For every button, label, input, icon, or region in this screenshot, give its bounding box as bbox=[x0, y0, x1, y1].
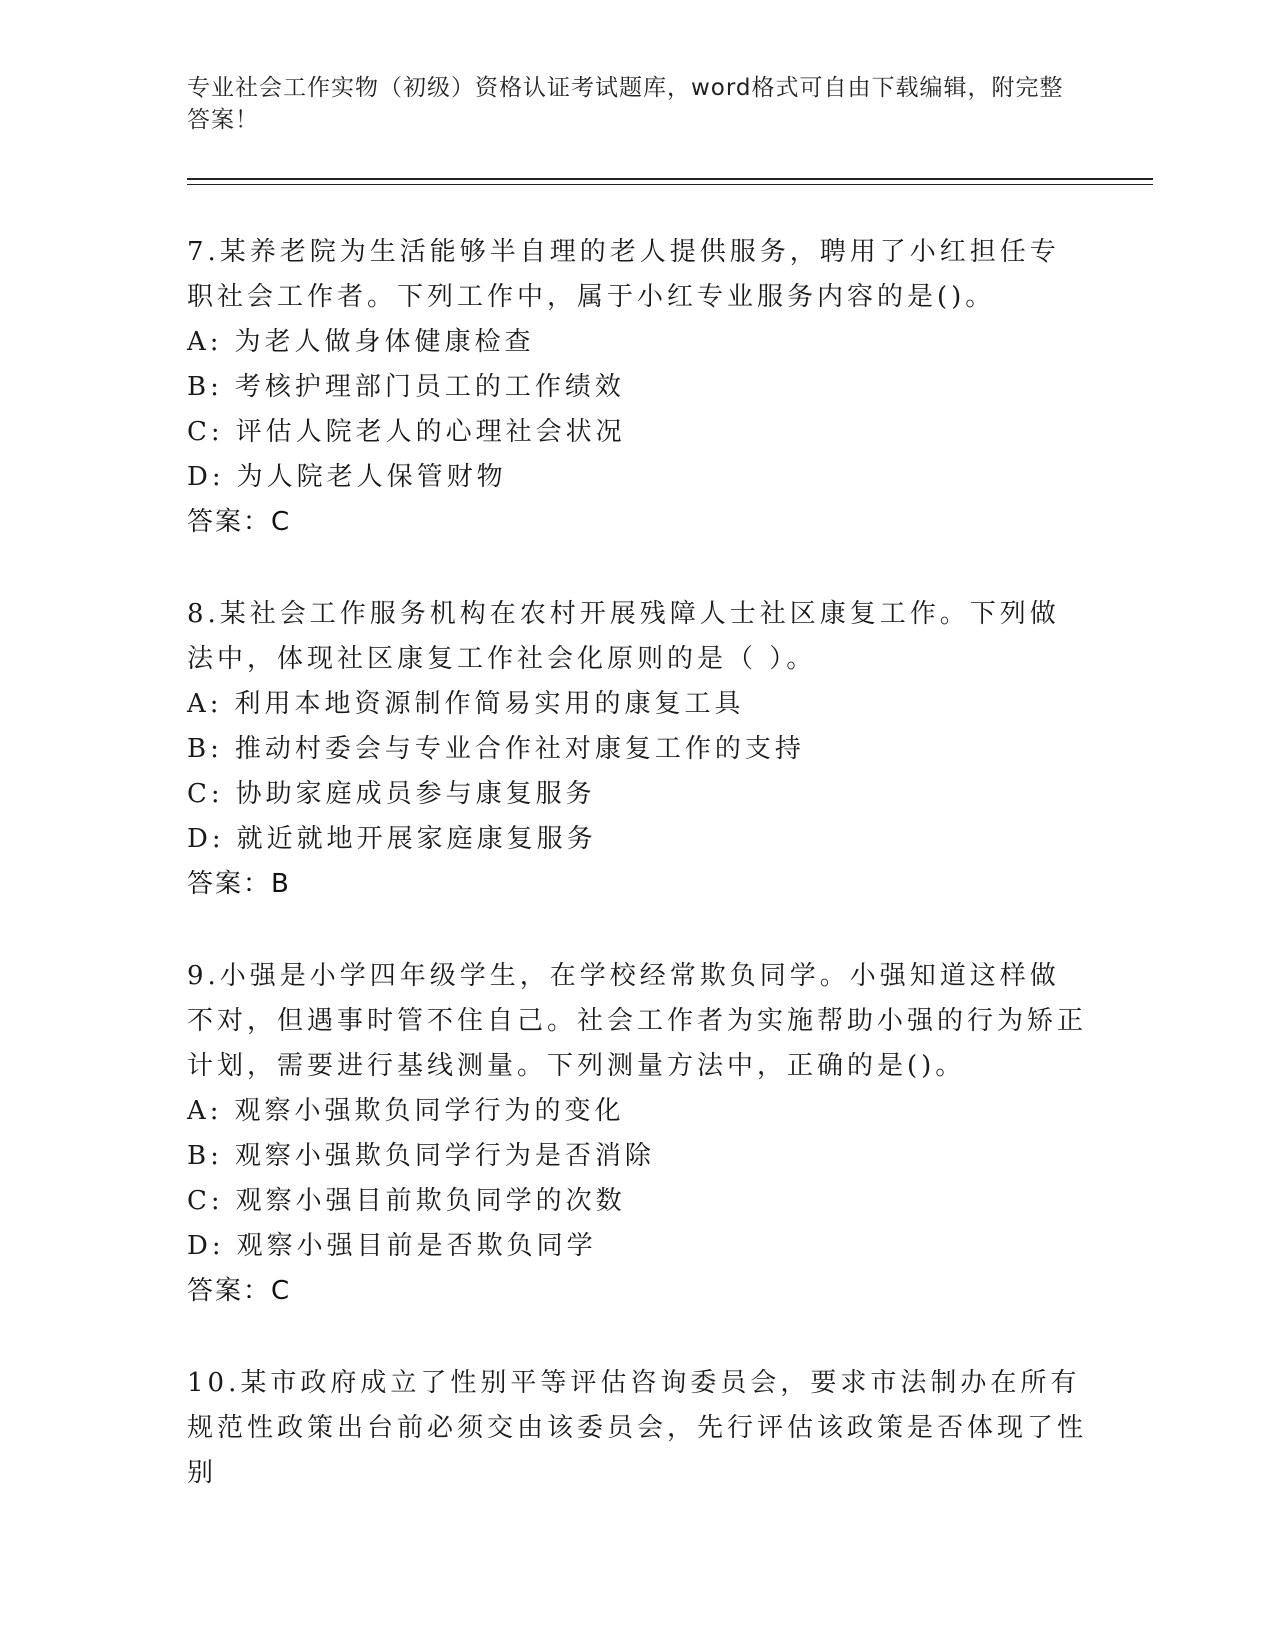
option-text: 观察小强欺负同学行为是否消除 bbox=[234, 1141, 655, 1171]
option-letter: D: bbox=[187, 1231, 225, 1261]
option-letter: A: bbox=[187, 1096, 223, 1126]
question-9 bbox=[187, 954, 1087, 1314]
option-text: 为人院老人保管财物 bbox=[236, 462, 507, 492]
answer-label: 答案： bbox=[187, 869, 272, 899]
option-text: 观察小强目前欺负同学的次数 bbox=[235, 1186, 626, 1216]
question-stem: 9.小强是小学四年级学生，在学校经常欺负同学。小强知道这样做不对，但遇事时管不住自己。社会工作者为实施帮助小强的行为矫正计划，需要进行基线测量。下列测量方法中，正确的是()。 bbox=[187, 961, 1088, 1081]
answer-value: B bbox=[271, 869, 291, 899]
option-text: 为老人做身体健康检查 bbox=[234, 327, 535, 357]
option-letter: D: bbox=[187, 824, 225, 854]
option-text: 就近就地开展家庭康复服务 bbox=[236, 824, 597, 854]
answer-line bbox=[187, 1269, 1087, 1314]
header-divider-thin bbox=[187, 184, 1153, 185]
option-a bbox=[187, 1089, 1087, 1134]
option-letter: A: bbox=[187, 327, 223, 357]
page-header: 专业社会工作实物（初级）资格认证考试题库，word格式可自由下载编辑，附完整答案！ bbox=[187, 75, 1064, 133]
option-text: 协助家庭成员参与康复服务 bbox=[235, 779, 596, 809]
option-d bbox=[187, 1224, 1087, 1269]
option-d bbox=[187, 455, 1087, 500]
option-letter: B: bbox=[187, 1141, 223, 1171]
option-text: 观察小强欺负同学行为的变化 bbox=[234, 1096, 625, 1126]
option-text: 观察小强目前是否欺负同学 bbox=[236, 1231, 597, 1261]
option-letter: A: bbox=[187, 689, 223, 719]
option-text: 考核护理部门员工的工作绩效 bbox=[234, 372, 625, 402]
question-list bbox=[187, 230, 1087, 1543]
question-stem: 7.某养老院为生活能够半自理的老人提供服务，聘用了小红担任专职社会工作者。下列工作中，属于小红专业服务内容的是()。 bbox=[187, 237, 1060, 312]
question-stem: 8.某社会工作服务机构在农村开展残障人士社区康复工作。下列做法中，体现社区康复工作社会化原则的是（ ）。 bbox=[187, 599, 1060, 674]
option-b bbox=[187, 1134, 1087, 1179]
question-7 bbox=[187, 230, 1087, 545]
option-c bbox=[187, 1179, 1087, 1224]
question-stem: 10.某市政府成立了性别平等评估咨询委员会，要求市法制办在所有规范性政策出台前必须交由该委员会，先行评估该政策是否体现了性别 bbox=[187, 1368, 1088, 1488]
answer-line bbox=[187, 500, 1087, 545]
option-c bbox=[187, 772, 1087, 817]
option-b bbox=[187, 727, 1087, 772]
answer-label: 答案： bbox=[187, 1276, 272, 1306]
question-8 bbox=[187, 592, 1087, 907]
header-divider-thick bbox=[187, 178, 1153, 180]
option-letter: C: bbox=[187, 417, 224, 447]
answer-value: C bbox=[271, 507, 292, 537]
answer-value: C bbox=[271, 1276, 292, 1306]
answer-line bbox=[187, 862, 1087, 907]
question-10 bbox=[187, 1361, 1087, 1496]
option-d bbox=[187, 817, 1087, 862]
option-letter: C: bbox=[187, 1186, 224, 1216]
option-text: 利用本地资源制作简易实用的康复工具 bbox=[234, 689, 745, 719]
option-a bbox=[187, 320, 1087, 365]
option-text: 推动村委会与专业合作社对康复工作的支持 bbox=[234, 734, 805, 764]
option-letter: B: bbox=[187, 734, 223, 764]
answer-label: 答案： bbox=[187, 507, 272, 537]
option-c bbox=[187, 410, 1087, 455]
option-b bbox=[187, 365, 1087, 410]
option-letter: C: bbox=[187, 779, 224, 809]
option-letter: D: bbox=[187, 462, 225, 492]
option-a bbox=[187, 682, 1087, 727]
option-text: 评估人院老人的心理社会状况 bbox=[235, 417, 626, 447]
option-letter: B: bbox=[187, 372, 223, 402]
